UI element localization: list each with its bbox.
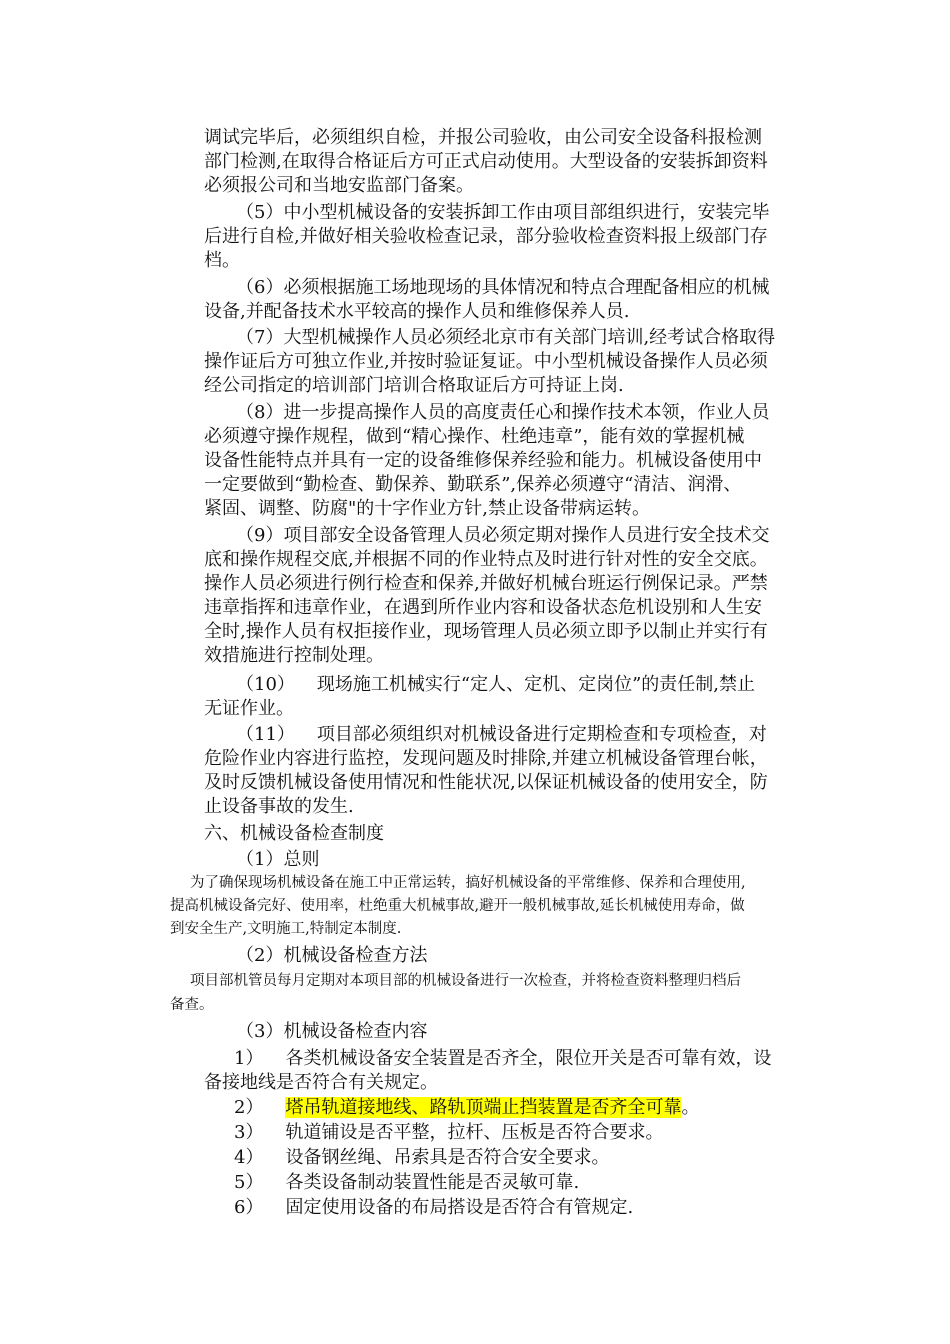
text-line: 效措施进行控制处理。: [204, 645, 384, 666]
list-item: [234, 1196, 633, 1220]
subsection-heading: （3）机械设备检查内容: [236, 1021, 428, 1042]
text-line: （7）大型机械操作人员必须经北京市有关部门培训,经考试合格取得: [236, 327, 776, 348]
text-line: 提高机械设备完好、使用率，杜绝重大机械事故,避开一般机械事故,延长机械使用寿命，做: [170, 898, 745, 914]
text-line: 紧固、调整、防腐"的十字作业方针,禁止设备带病运转。: [204, 498, 650, 519]
text-line: 项目部机管员每月定期对本项目部的机械设备进行一次检查，并将检查资料整理归档后: [190, 973, 741, 989]
text-line: 为了确保现场机械设备在施工中正常运转，搞好机械设备的平常维修、保养和合理使用,: [190, 875, 746, 891]
list-text: 设备钢丝绳、吊索具是否符合安全要求。: [285, 1147, 610, 1168]
text-line: 必须报公司和当地安监部门备案。: [204, 175, 474, 196]
text-line: [236, 673, 755, 697]
list-text: 项目部必须组织对机械设备进行定期检查和专项检查，对: [316, 724, 767, 745]
list-text: 各类设备制动装置性能是否灵敏可靠.: [285, 1172, 580, 1193]
text-line: [236, 723, 767, 747]
list-text: 轨道铺设是否平整，拉杆、压板是否符合要求。: [285, 1122, 664, 1143]
list-item: [234, 1121, 663, 1145]
text-line: 档。: [204, 250, 240, 271]
text-line: 一定要做到“勤检查、勤保养、勤联系”,保养必须遵守“清洁、润滑、: [204, 474, 742, 495]
text-line: 设备性能特点并具有一定的设备维修保养经验和能力。机械设备使用中: [204, 450, 762, 471]
highlighted-text: 塔吊轨道接地线、路轨顶端止挡装置是否齐全可靠: [285, 1097, 682, 1118]
text-line: 及时反馈机械设备使用情况和性能状况,以保证机械设备的使用安全，防: [204, 772, 768, 793]
text-line: 后进行自检,并做好相关验收检查记录，部分验收检查资料报上级部门存: [204, 226, 768, 247]
list-number: 2）: [234, 1097, 264, 1118]
text-line: 危险作业内容进行监控，发现问题及时排除,并建立机械设备管理台帐，: [204, 748, 768, 769]
subsection-heading: （2）机械设备检查方法: [236, 945, 428, 966]
text-line: （9）项目部安全设备管理人员必须定期对操作人员进行安全技术交: [236, 525, 770, 546]
text-line: 操作人员必须进行例行检查和保养,并做好机械台班运行例保记录。严禁: [204, 573, 768, 594]
text-line: 违章指挥和违章作业，在遇到所作业内容和设备状态危机设别和人生安: [204, 597, 762, 618]
text-line: 设备,并配备技术水平较高的操作人员和维修保养人员.: [204, 301, 630, 322]
list-number: 3）: [234, 1122, 264, 1143]
text-line: 必须遵守操作规程，做到“精心操作、杜绝违章”，能有效的掌握机械: [204, 426, 745, 447]
text-line: 止设备事故的发生.: [204, 796, 354, 817]
subsection-heading: （1）总则: [236, 849, 320, 870]
text-line: 无证作业。: [204, 698, 294, 719]
text-line: 到安全生产,文明施工,特制定本制度.: [170, 921, 402, 937]
text-line: 备接地线是否符合有关规定。: [204, 1072, 438, 1093]
text-line: （6）必须根据施工场地现场的具体情况和特点合理配备相应的机械: [236, 277, 770, 298]
list-number: （10）: [236, 674, 295, 695]
text-line: 备查。: [170, 997, 214, 1013]
text-line: （5）中小型机械设备的安装拆卸工作由项目部组织进行，安装完毕: [236, 202, 770, 223]
list-item: [234, 1146, 609, 1170]
list-number: 4）: [234, 1147, 264, 1168]
list-number: 6）: [234, 1197, 264, 1218]
text-line: 底和操作规程交底,并根据不同的作业特点及时进行针对性的安全交底。: [204, 549, 768, 570]
list-number: 5）: [234, 1172, 264, 1193]
list-text: 现场施工机械实行“定人、定机、定岗位”的责任制,禁止: [316, 674, 756, 695]
text-line: 部门检测,在取得合格证后方可正式启动使用。大型设备的安装拆卸资料: [204, 151, 768, 172]
list-text: 固定使用设备的布局搭设是否符合有管规定.: [285, 1197, 634, 1218]
text-line: 经公司指定的培训部门培训合格取证后方可持证上岗.: [204, 375, 624, 396]
text-line: 全时,操作人员有权拒接作业，现场管理人员必须立即予以制止并实行有: [204, 621, 768, 642]
list-item: [234, 1171, 579, 1195]
section-heading: 六、机械设备检查制度: [204, 823, 384, 844]
text-line: （8）进一步提高操作人员的高度责任心和操作技术本领，作业人员: [236, 402, 770, 423]
list-number: （11）: [236, 724, 295, 745]
text-line: 操作证后方可独立作业,并按时验证复证。中小型机械设备操作人员必须: [204, 351, 768, 372]
list-text: 各类机械设备安全装置是否齐全，限位开关是否可靠有效，设: [285, 1048, 772, 1069]
text-line: 调试完毕后，必须组织自检，并报公司验收，由公司安全设备科报检测: [204, 127, 762, 148]
list-number: 1）: [234, 1048, 264, 1069]
list-text-end: 。: [681, 1097, 700, 1118]
list-item: [234, 1096, 699, 1120]
list-item: [234, 1047, 771, 1071]
